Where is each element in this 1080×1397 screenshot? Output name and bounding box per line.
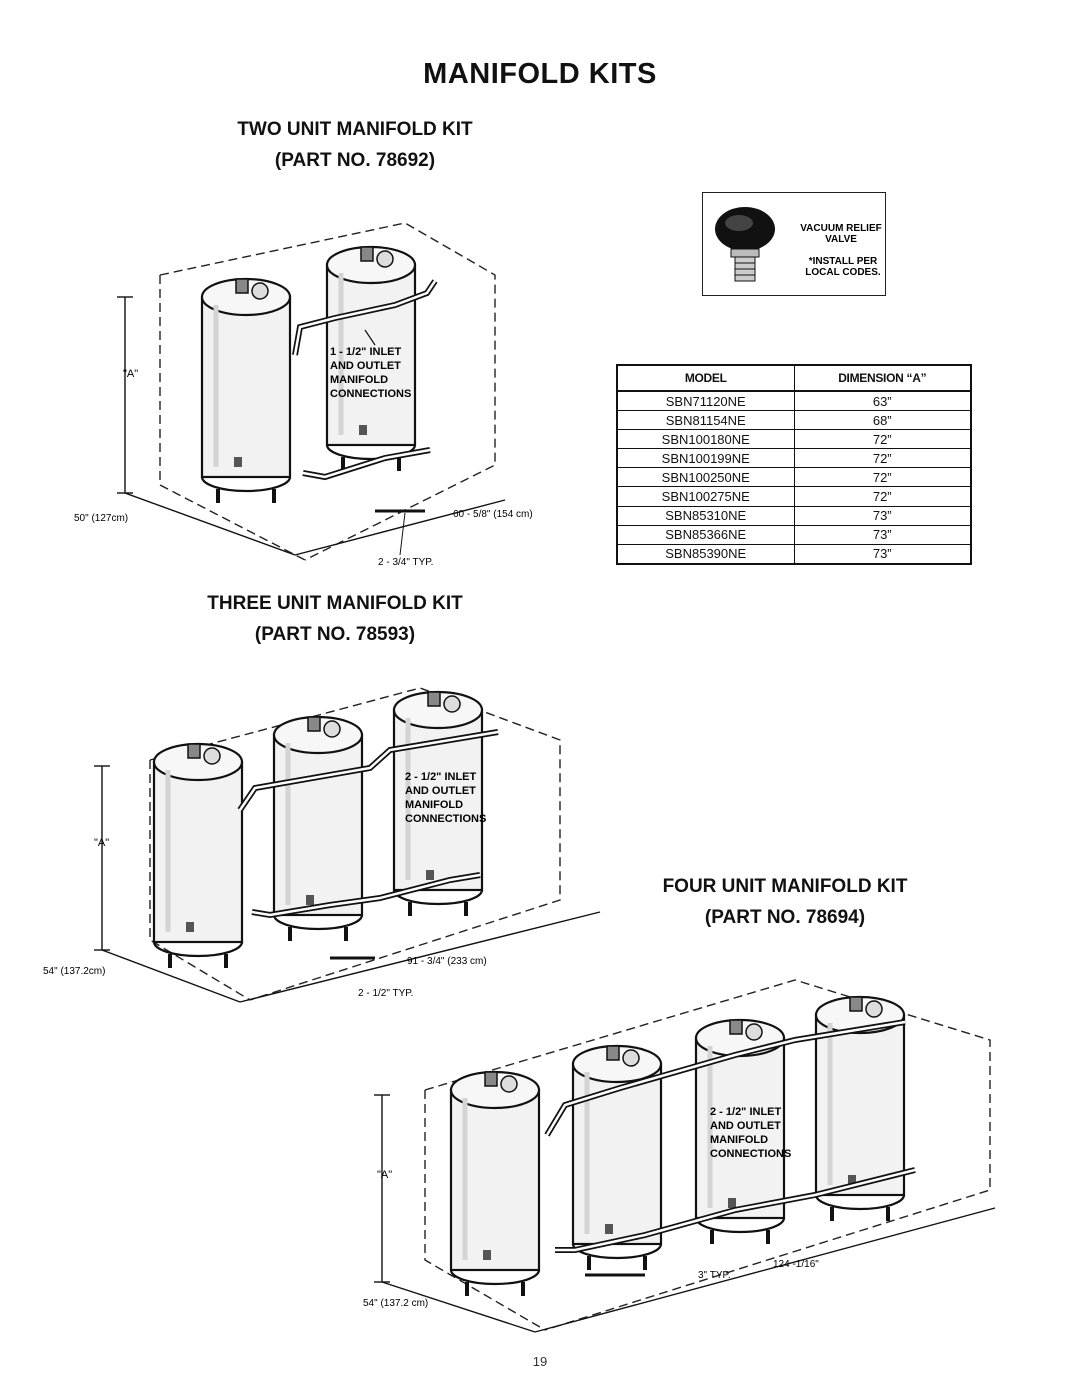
valve-label-line1: VACUUM RELIEF (800, 223, 882, 234)
table-row (617, 391, 971, 411)
model-dimension-table (616, 364, 972, 565)
four-unit-kit-part: (PART NO. 78694) (704, 907, 866, 928)
model-cell: SBN85390NE (617, 544, 794, 564)
vacuum-relief-valve-box (702, 192, 886, 296)
model-column-header: MODEL (617, 365, 794, 391)
valve-label-line2: VALVE (825, 234, 857, 245)
dimension-cell: 73” (794, 506, 971, 525)
valve-note-line2: LOCAL CODES. (805, 267, 881, 278)
three-unit-dim-a: "A" (94, 837, 110, 849)
model-cell: SBN100199NE (617, 449, 794, 468)
table-row (617, 487, 971, 506)
two-unit-kit-heading (160, 114, 550, 176)
page-title: MANIFOLD KITS (423, 58, 657, 90)
model-cell: SBN100275NE (617, 487, 794, 506)
model-cell: SBN85310NE (617, 506, 794, 525)
table-row (617, 430, 971, 449)
four-unit-width-label: 124 -1/16" (773, 1259, 819, 1270)
model-cell: SBN100250NE (617, 468, 794, 487)
four-unit-connections-line2: AND OUTLET (710, 1120, 781, 1132)
four-unit-spacing-label: 3" TYP. (698, 1270, 731, 1281)
table-row (617, 544, 971, 564)
model-cell: SBN81154NE (617, 411, 794, 430)
three-unit-kit-title: THREE UNIT MANIFOLD KIT (207, 593, 463, 614)
table-row (617, 411, 971, 430)
dimension-cell: 72” (794, 449, 971, 468)
dimension-cell: 73” (794, 525, 971, 544)
dimension-cell: 63” (794, 391, 971, 411)
two-unit-width-label: 60 - 5/8" (154 cm) (453, 509, 533, 520)
dimension-column-header: DIMENSION “A” (794, 365, 971, 391)
dimension-cell: 72” (794, 468, 971, 487)
four-unit-kit-heading (600, 871, 970, 933)
three-unit-connections-line2: AND OUTLET (405, 785, 476, 797)
dimension-cell: 72” (794, 430, 971, 449)
model-cell: SBN71120NE (617, 391, 794, 411)
table-row (617, 506, 971, 525)
three-unit-kit-heading (140, 588, 530, 650)
two-unit-kit-part: (PART NO. 78692) (274, 150, 436, 171)
table-row (617, 525, 971, 544)
four-unit-connections-line1: 2 - 1/2" INLET (710, 1106, 782, 1118)
three-unit-connections-line3: MANIFOLD (405, 799, 464, 811)
four-unit-connections-line3: MANIFOLD (710, 1134, 769, 1146)
table-row (617, 449, 971, 468)
three-unit-spacing-label: 2 - 1/2" TYP. (358, 988, 414, 999)
vacuum-relief-valve-illustration (703, 193, 887, 297)
four-unit-dim-a: "A" (377, 1169, 393, 1181)
three-unit-connections-line1: 2 - 1/2" INLET (405, 771, 477, 783)
three-unit-connections-line4: CONNECTIONS (405, 813, 487, 825)
valve-note-line1: *INSTALL PER (808, 256, 878, 267)
three-unit-width-label: 91 - 3/4" (233 cm) (407, 956, 487, 967)
two-unit-connections-line1: 1 - 1/2" INLET (330, 346, 402, 358)
dimension-cell: 68” (794, 411, 971, 430)
table-header-row (617, 365, 971, 391)
page-number: 19 (532, 1354, 548, 1369)
dimension-cell: 72” (794, 487, 971, 506)
four-unit-depth-label: 54" (137.2 cm) (363, 1298, 429, 1309)
three-unit-depth-label: 54" (137.2cm) (43, 966, 106, 977)
model-cell: SBN85366NE (617, 525, 794, 544)
four-unit-manifold-diagram (355, 960, 1015, 1340)
model-cell: SBN100180NE (617, 430, 794, 449)
table-row (617, 468, 971, 487)
two-unit-connections-line2: AND OUTLET (330, 360, 401, 372)
two-unit-manifold-diagram (74, 215, 565, 575)
four-unit-connections-line4: CONNECTIONS (710, 1148, 792, 1160)
two-unit-connections-line3: MANIFOLD (330, 374, 389, 386)
dimension-cell: 73” (794, 544, 971, 564)
three-unit-kit-part: (PART NO. 78593) (254, 624, 416, 645)
four-unit-kit-title: FOUR UNIT MANIFOLD KIT (662, 876, 908, 897)
two-unit-dim-a: "A" (123, 368, 139, 380)
two-unit-kit-title: TWO UNIT MANIFOLD KIT (237, 119, 473, 140)
two-unit-connections-line4: CONNECTIONS (330, 388, 412, 400)
two-unit-depth-label: 50" (127cm) (74, 513, 129, 524)
two-unit-spacing-label: 2 - 3/4" TYP. (378, 557, 434, 568)
